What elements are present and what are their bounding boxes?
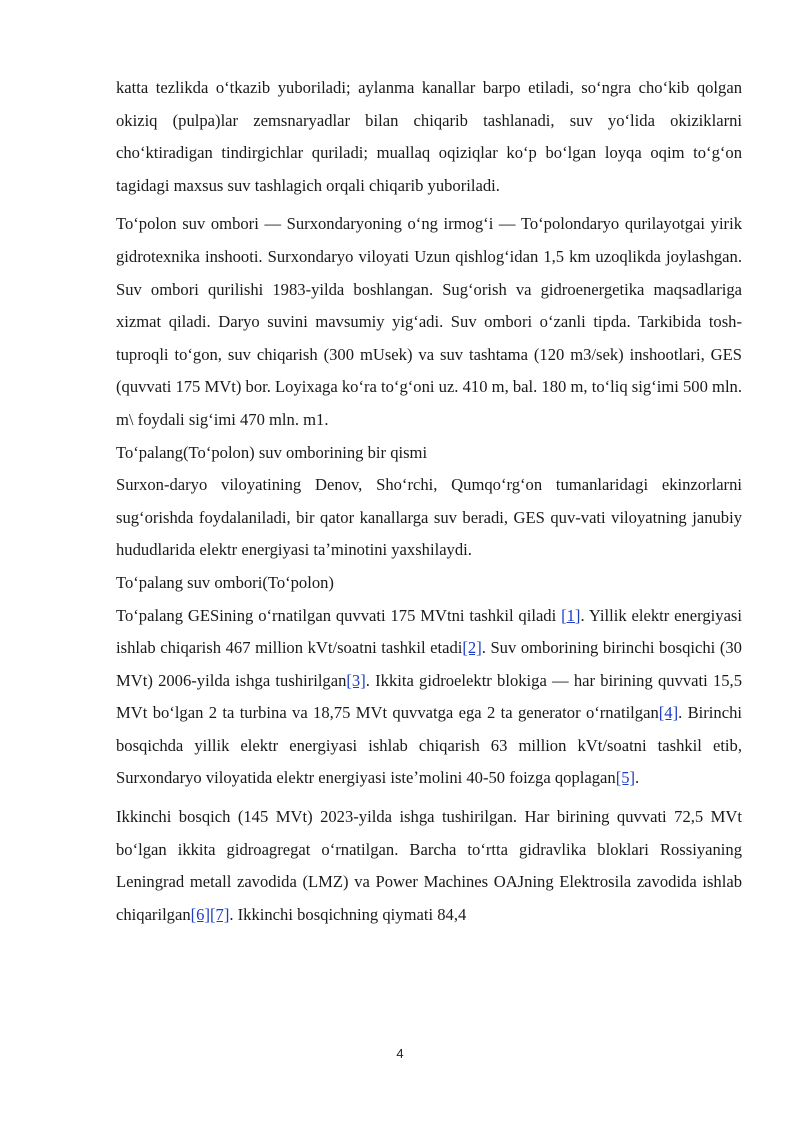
reference-link-4[interactable]: [4] <box>658 703 679 723</box>
text-run: Ikkinchi bosqich (145 MVt) 2023-yilda ishga tushirilgan. Har birining quvvati 72,5 MVt boʻlgan ikkita gidroagregat oʻrnatilgan. Barcha toʻrtta gidravlika bloklari Rossiyaning Leningrad metall zavodida (LMZ) va Power Machines OAJning Elektrosila zavodida ishlab chiqarilgan <box>116 807 742 924</box>
reference-link-5[interactable]: [5] <box>615 768 636 788</box>
text-run: . Yillik elektr energiyasi ishlab chiqarish 467 million kVt/soatni tashkil etadi <box>116 605 742 658</box>
paragraph-hpp-capacity <box>116 600 742 796</box>
text-run: Toʻpalang GESining oʻrnatilgan quvvati 175 MVtni tashkil qiladi <box>116 605 562 625</box>
reference-link-1[interactable]: [1] <box>561 605 581 625</box>
caption-reservoir-part: Toʻpalang(Toʻpolon) suv omborining bir qismi <box>116 442 428 462</box>
page-number: 4 <box>396 1046 404 1061</box>
reference-link-6[interactable]: [6] <box>190 904 210 924</box>
document-body <box>116 72 742 931</box>
text-run: . <box>635 768 640 788</box>
text-run: . Ikkita gidroelektr blokiga — har birining quvvati 15,5 MVt boʻlgan 2 ta turbina va 18,75 MVt quvvatga ega 2 ta generator oʻrnatilgan <box>116 670 742 723</box>
caption-reservoir: Toʻpalang suv ombori(Toʻpolon) <box>116 572 334 592</box>
paragraph-topolon-reservoir: Toʻpolon suv ombori — Surxondaryoning oʻng irmogʻi — Toʻpolondaryo qurilayotgai yirik gidrotexnika inshooti. Surxondaryo viloyati Uzun qishlogʻidan 1,5 km uzoqlikda joylashgan. Suv ombori qurilishi 1983-yilda boshlangan. Sugʻorish va gidroenergetika maqsadlariga xizmat qiladi. Daryo suvini mavsumiy yigʻadi. Suv ombori oʻzanli tipda. Tarkibida tosh-tuproqli toʻgon, suv chiqarish (300 mUsek) va suv tashtama (120 m3/sek) inshootlari, GES (quvvati 175 MVt) bor. Loyixaga koʻra toʻgʻoni uz. 410 m, bal. 180 m, toʻliq sigʻimi 500 mln. m\ foydali sigʻimi 470 mln. m1. <box>116 214 742 429</box>
reference-link-3[interactable]: [3] <box>346 670 366 690</box>
reference-link-7[interactable]: [7] <box>210 904 230 924</box>
paragraph-sediment: katta tezlikda oʻtkazib yuboriladi; aylanma kanallar barpo etiladi, soʻngra choʻkib qolgan okiziq (pulpa)lar zemsnaryadlar bilan chiqarib tashlanadi, suv yoʻlida okiziklarni choʻktiradigan tindirgichlar quriladi; muallaq oqiziqlar koʻp boʻlgan loyqa oqim toʻgʻon tagidagi maxsus suv tashlagich orqali chiqarib yuboriladi. <box>116 78 742 195</box>
text-run: . Ikkinchi bosqichning qiymati 84,4 <box>229 904 467 924</box>
text-run: . Suv omborining birinchi bosqichi (30 MVt) 2006-yilda ishga tushirilgan <box>116 638 742 690</box>
text-run: . Birinchi bosqichda yillik elektr energiyasi ishlab chiqarish 63 million kVt/soatni tashkil etib, Surxondaryo viloyatida elektr energiyasi isteʼmolini 40-50 foizga qoplagan <box>116 703 742 788</box>
paragraph-irrigation: Surxon-daryo viloyatining Denov, Shoʻrchi, Qumqoʻrgʻon tumanlaridagi ekinzorlarni sugʻorishda foydalaniladi, bir qator kanallarga suv beradi, GES quv-vati viloyatning janubiy hududlarida elektr energiyasi taʼminotini yaxshilaydi. <box>116 475 742 560</box>
reference-link-2[interactable]: [2] <box>462 638 482 658</box>
paragraph-second-stage <box>116 801 742 931</box>
